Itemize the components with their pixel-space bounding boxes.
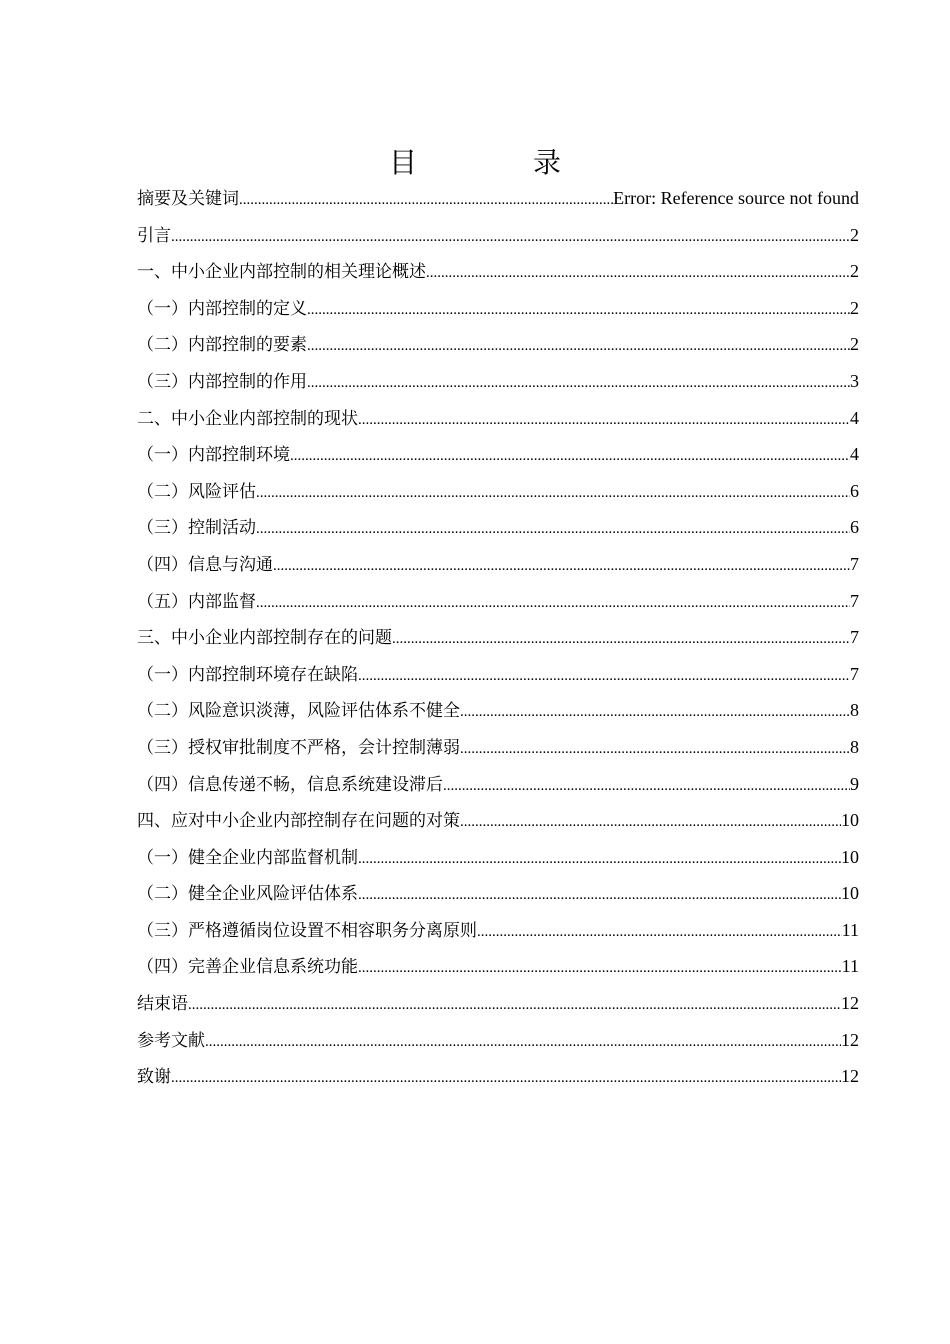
- toc-entry-page: 12: [841, 1066, 859, 1087]
- dot-leader: [307, 369, 850, 397]
- toc-entry-label: （一）健全企业内部监督机制: [137, 847, 358, 868]
- toc-entry-page: 10: [841, 846, 859, 867]
- toc-entry-label: 参考文献: [137, 1030, 205, 1051]
- dot-leader: [477, 918, 842, 946]
- toc-entry[interactable]: [137, 660, 859, 697]
- toc-entry[interactable]: [137, 733, 859, 770]
- toc-entry[interactable]: [137, 221, 859, 258]
- dot-leader: [358, 406, 850, 434]
- toc-entry-label: （二）风险评估: [137, 481, 256, 502]
- toc-entry-label: （三）控制活动: [137, 518, 256, 539]
- toc-entry-page: 12: [841, 1029, 859, 1050]
- toc-entry-label: 摘要及关键词: [137, 189, 239, 209]
- dot-leader: [358, 845, 841, 873]
- toc-entry[interactable]: [137, 843, 859, 880]
- toc-entry-label: 引言: [137, 225, 171, 246]
- toc-entry[interactable]: [137, 770, 859, 807]
- toc-entry[interactable]: [137, 806, 859, 843]
- dot-leader: [307, 332, 850, 360]
- toc-entry[interactable]: [137, 916, 859, 953]
- dot-leader: [273, 552, 850, 580]
- toc-entry-label: 一、中小企业内部控制的相关理论概述: [137, 262, 426, 283]
- toc-entry-page: 10: [841, 883, 859, 904]
- toc-entry[interactable]: [137, 1062, 859, 1099]
- toc-entry[interactable]: [137, 1026, 859, 1063]
- toc-entry[interactable]: [137, 184, 859, 221]
- toc-entry-page: 2: [850, 297, 859, 318]
- toc-entry[interactable]: [137, 587, 859, 624]
- dot-leader: [171, 1064, 841, 1092]
- toc-entry-page: 6: [850, 517, 859, 538]
- toc-entry[interactable]: [137, 879, 859, 916]
- dot-leader: [188, 991, 841, 1019]
- dot-leader: [256, 479, 850, 507]
- dot-leader: [290, 442, 850, 470]
- toc-entry-page: 2: [850, 261, 859, 282]
- toc-entry-label: （二）风险意识淡薄，风险评估体系不健全: [137, 701, 460, 722]
- toc-entry[interactable]: [137, 294, 859, 331]
- toc-entry-label: （四）完善企业信息系统功能: [137, 957, 358, 978]
- toc-entry[interactable]: [137, 477, 859, 514]
- dot-leader: [392, 625, 850, 653]
- toc-entry-label: （三）授权审批制度不严格，会计控制薄弱: [137, 737, 460, 758]
- dot-leader: [460, 808, 841, 836]
- dot-leader: [358, 662, 850, 690]
- toc-entry-page: 2: [850, 224, 859, 245]
- toc-entry-page: 8: [850, 736, 859, 757]
- dot-leader: [460, 735, 850, 763]
- toc-entry-label: （一）内部控制环境: [137, 445, 290, 466]
- toc-entry-page: Error: Reference source not found: [613, 188, 859, 208]
- toc-entry-label: （二）内部控制的要素: [137, 335, 307, 356]
- dot-leader: [205, 1028, 841, 1056]
- dot-leader: [460, 698, 850, 726]
- toc-entry[interactable]: [137, 513, 859, 550]
- dot-leader: [239, 186, 613, 214]
- dot-leader: [256, 515, 850, 543]
- toc-entry-page: 7: [850, 627, 859, 648]
- toc-entry-page: 12: [841, 993, 859, 1014]
- toc-entry[interactable]: [137, 367, 859, 404]
- toc-entry-page: 11: [841, 956, 859, 977]
- dot-leader: [358, 881, 841, 909]
- toc-entry-page: 4: [850, 444, 859, 465]
- toc-entry-page: 7: [850, 590, 859, 611]
- toc-entry-page: 3: [850, 370, 859, 391]
- toc-entry-page: 6: [850, 480, 859, 501]
- dot-leader: [358, 954, 842, 982]
- toc-entry-label: （三）严格遵循岗位设置不相容职务分离原则: [137, 920, 477, 941]
- toc-entry-label: （一）内部控制的定义: [137, 298, 307, 319]
- toc-entry[interactable]: [137, 550, 859, 587]
- toc-entry-label: （五）内部监督: [137, 591, 256, 612]
- toc-entry[interactable]: [137, 696, 859, 733]
- toc-entry[interactable]: [137, 257, 859, 294]
- dot-leader: [171, 223, 850, 251]
- toc-entry-page: 11: [841, 919, 859, 940]
- toc-entry-label: （一）内部控制环境存在缺陷: [137, 664, 358, 685]
- toc-entry-label: 三、中小企业内部控制存在的问题: [137, 628, 392, 649]
- toc-entry[interactable]: [137, 623, 859, 660]
- dot-leader: [426, 259, 850, 287]
- toc-entry-label: 二、中小企业内部控制的现状: [137, 408, 358, 429]
- toc-entry-label: （三）内部控制的作用: [137, 371, 307, 392]
- toc-entry[interactable]: [137, 330, 859, 367]
- table-of-contents: [137, 184, 859, 1099]
- toc-entry[interactable]: [137, 440, 859, 477]
- toc-entry[interactable]: [137, 404, 859, 441]
- toc-entry-label: （二）健全企业风险评估体系: [137, 884, 358, 905]
- toc-entry[interactable]: [137, 989, 859, 1026]
- toc-entry-page: 7: [850, 553, 859, 574]
- toc-entry[interactable]: [137, 952, 859, 989]
- dot-leader: [443, 772, 850, 800]
- toc-entry-label: 四、应对中小企业内部控制存在问题的对策: [137, 811, 460, 832]
- toc-entry-label: （四）信息传递不畅，信息系统建设滞后: [137, 774, 443, 795]
- toc-entry-label: 致谢: [137, 1067, 171, 1088]
- dot-leader: [307, 296, 850, 324]
- dot-leader: [256, 589, 850, 617]
- toc-entry-label: （四）信息与沟通: [137, 554, 273, 575]
- toc-entry-page: 7: [850, 663, 859, 684]
- toc-entry-page: 4: [850, 407, 859, 428]
- toc-entry-page: 10: [841, 810, 859, 831]
- toc-title: 目 录: [388, 146, 605, 179]
- toc-entry-page: 2: [850, 334, 859, 355]
- toc-entry-label: 结束语: [137, 994, 188, 1015]
- toc-entry-page: 9: [850, 773, 859, 794]
- toc-entry-page: 8: [850, 700, 859, 721]
